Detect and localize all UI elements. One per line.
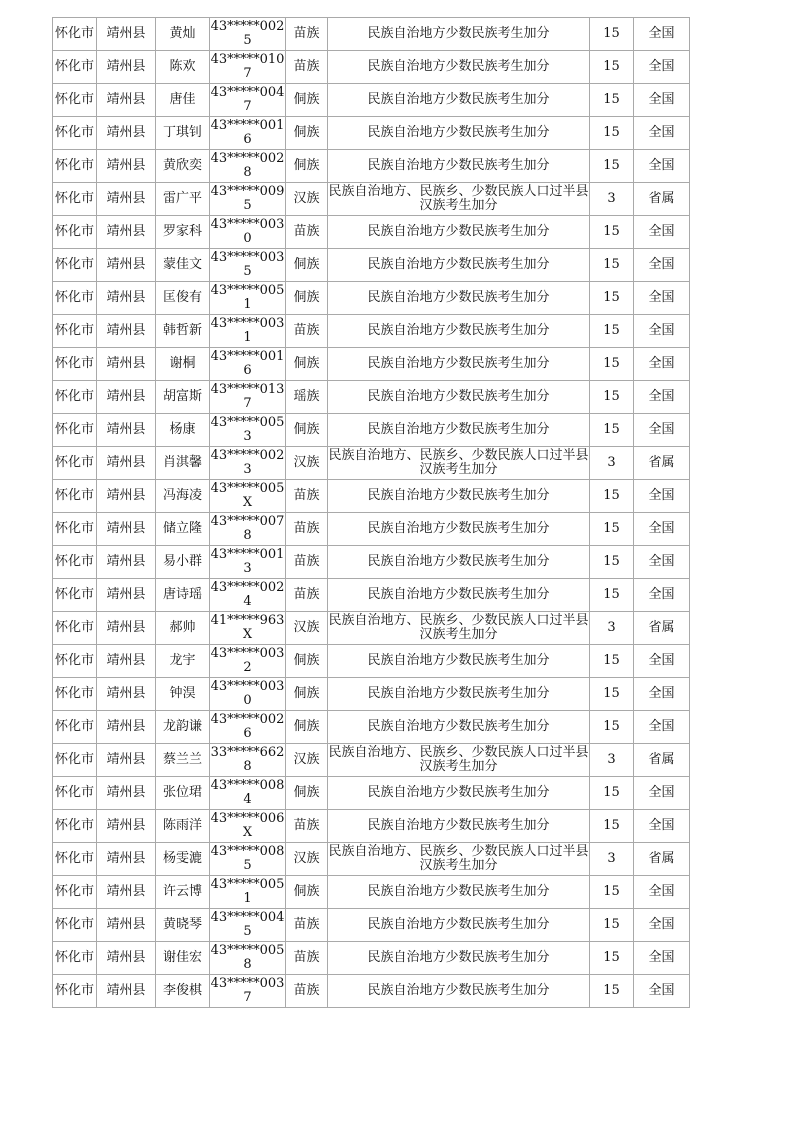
points-cell: 15 xyxy=(590,876,634,909)
ethnicity-cell: 侗族 xyxy=(286,876,328,909)
city-cell: 怀化市 xyxy=(53,645,97,678)
bonus-item-cell: 民族自治地方少数民族考生加分 xyxy=(328,381,590,414)
points-cell: 15 xyxy=(590,480,634,513)
county-cell: 靖州县 xyxy=(97,414,156,447)
county-cell: 靖州县 xyxy=(97,282,156,315)
bonus-item-cell: 民族自治地方少数民族考生加分 xyxy=(328,579,590,612)
name-cell: 陈欢 xyxy=(156,51,210,84)
ethnicity-cell: 侗族 xyxy=(286,249,328,282)
points-cell: 15 xyxy=(590,711,634,744)
bonus-item-cell: 民族自治地方少数民族考生加分 xyxy=(328,348,590,381)
city-cell: 怀化市 xyxy=(53,315,97,348)
points-cell: 15 xyxy=(590,414,634,447)
county-cell: 靖州县 xyxy=(97,150,156,183)
city-cell: 怀化市 xyxy=(53,513,97,546)
id-number-cell: 43*****0084 xyxy=(210,777,286,810)
ethnicity-cell: 侗族 xyxy=(286,117,328,150)
name-cell: 杨雯漉 xyxy=(156,843,210,876)
ethnicity-cell: 侗族 xyxy=(286,150,328,183)
id-number-cell: 43*****0023 xyxy=(210,447,286,480)
id-number-cell: 43*****0095 xyxy=(210,183,286,216)
name-cell: 杨康 xyxy=(156,414,210,447)
bonus-item-cell: 民族自治地方少数民族考生加分 xyxy=(328,18,590,51)
table-row xyxy=(53,810,690,843)
ethnicity-cell: 侗族 xyxy=(286,84,328,117)
points-cell: 15 xyxy=(590,84,634,117)
id-number-cell: 43*****0030 xyxy=(210,216,286,249)
id-number-cell: 43*****0026 xyxy=(210,711,286,744)
bonus-item-cell: 民族自治地方少数民族考生加分 xyxy=(328,513,590,546)
name-cell: 蔡兰兰 xyxy=(156,744,210,777)
scope-cell: 全国 xyxy=(634,414,690,447)
bonus-item-cell: 民族自治地方少数民族考生加分 xyxy=(328,117,590,150)
city-cell: 怀化市 xyxy=(53,480,97,513)
id-number-cell: 43*****0058 xyxy=(210,942,286,975)
points-cell: 15 xyxy=(590,546,634,579)
scope-cell: 全国 xyxy=(634,51,690,84)
county-cell: 靖州县 xyxy=(97,18,156,51)
table-row xyxy=(53,117,690,150)
scope-cell: 全国 xyxy=(634,678,690,711)
county-cell: 靖州县 xyxy=(97,810,156,843)
bonus-item-cell: 民族自治地方少数民族考生加分 xyxy=(328,216,590,249)
name-cell: 谢佳宏 xyxy=(156,942,210,975)
scope-cell: 全国 xyxy=(634,876,690,909)
id-number-cell: 43*****006X xyxy=(210,810,286,843)
table-row xyxy=(53,876,690,909)
city-cell: 怀化市 xyxy=(53,975,97,1008)
city-cell: 怀化市 xyxy=(53,216,97,249)
points-cell: 3 xyxy=(590,183,634,216)
id-number-cell: 43*****0051 xyxy=(210,876,286,909)
table-body xyxy=(53,18,690,1008)
scope-cell: 全国 xyxy=(634,84,690,117)
scope-cell: 全国 xyxy=(634,348,690,381)
city-cell: 怀化市 xyxy=(53,711,97,744)
city-cell: 怀化市 xyxy=(53,282,97,315)
scope-cell: 全国 xyxy=(634,381,690,414)
county-cell: 靖州县 xyxy=(97,975,156,1008)
county-cell: 靖州县 xyxy=(97,744,156,777)
points-cell: 15 xyxy=(590,942,634,975)
id-number-cell: 43*****0030 xyxy=(210,678,286,711)
ethnicity-cell: 侗族 xyxy=(286,777,328,810)
id-number-cell: 33*****6628 xyxy=(210,744,286,777)
ethnicity-cell: 苗族 xyxy=(286,216,328,249)
table-row xyxy=(53,579,690,612)
table-row xyxy=(53,216,690,249)
name-cell: 蒙佳文 xyxy=(156,249,210,282)
table-row xyxy=(53,84,690,117)
name-cell: 胡富斯 xyxy=(156,381,210,414)
ethnicity-cell: 侗族 xyxy=(286,348,328,381)
points-cell: 15 xyxy=(590,282,634,315)
county-cell: 靖州县 xyxy=(97,513,156,546)
scope-cell: 全国 xyxy=(634,645,690,678)
city-cell: 怀化市 xyxy=(53,183,97,216)
ethnicity-cell: 苗族 xyxy=(286,810,328,843)
bonus-item-cell: 民族自治地方少数民族考生加分 xyxy=(328,810,590,843)
county-cell: 靖州县 xyxy=(97,84,156,117)
id-number-cell: 43*****0024 xyxy=(210,579,286,612)
bonus-item-cell: 民族自治地方少数民族考生加分 xyxy=(328,546,590,579)
table-row xyxy=(53,612,690,645)
name-cell: 储立隆 xyxy=(156,513,210,546)
ethnicity-cell: 苗族 xyxy=(286,546,328,579)
county-cell: 靖州县 xyxy=(97,645,156,678)
id-number-cell: 43*****0047 xyxy=(210,84,286,117)
name-cell: 黄晓琴 xyxy=(156,909,210,942)
id-number-cell: 43*****0053 xyxy=(210,414,286,447)
points-cell: 15 xyxy=(590,315,634,348)
city-cell: 怀化市 xyxy=(53,678,97,711)
points-cell: 15 xyxy=(590,150,634,183)
name-cell: 匡俊有 xyxy=(156,282,210,315)
name-cell: 钟淏 xyxy=(156,678,210,711)
county-cell: 靖州县 xyxy=(97,315,156,348)
scope-cell: 省属 xyxy=(634,744,690,777)
table-row xyxy=(53,909,690,942)
table-row xyxy=(53,414,690,447)
points-cell: 3 xyxy=(590,744,634,777)
table-row xyxy=(53,777,690,810)
id-number-cell: 43*****0078 xyxy=(210,513,286,546)
table-row xyxy=(53,744,690,777)
city-cell: 怀化市 xyxy=(53,942,97,975)
county-cell: 靖州县 xyxy=(97,612,156,645)
name-cell: 罗家科 xyxy=(156,216,210,249)
ethnicity-cell: 瑶族 xyxy=(286,381,328,414)
scope-cell: 全国 xyxy=(634,150,690,183)
points-cell: 15 xyxy=(590,348,634,381)
table-row xyxy=(53,513,690,546)
scope-cell: 全国 xyxy=(634,810,690,843)
ethnicity-cell: 苗族 xyxy=(286,513,328,546)
scope-cell: 全国 xyxy=(634,579,690,612)
name-cell: 肖淇馨 xyxy=(156,447,210,480)
county-cell: 靖州县 xyxy=(97,381,156,414)
ethnicity-cell: 侗族 xyxy=(286,282,328,315)
id-number-cell: 43*****005X xyxy=(210,480,286,513)
scope-cell: 省属 xyxy=(634,447,690,480)
id-number-cell: 43*****0085 xyxy=(210,843,286,876)
name-cell: 唐佳 xyxy=(156,84,210,117)
table-row xyxy=(53,678,690,711)
ethnicity-cell: 苗族 xyxy=(286,942,328,975)
name-cell: 郝帅 xyxy=(156,612,210,645)
table-row xyxy=(53,249,690,282)
county-cell: 靖州县 xyxy=(97,249,156,282)
points-cell: 3 xyxy=(590,612,634,645)
city-cell: 怀化市 xyxy=(53,249,97,282)
bonus-item-cell: 民族自治地方少数民族考生加分 xyxy=(328,975,590,1008)
name-cell: 谢桐 xyxy=(156,348,210,381)
name-cell: 黄欣奕 xyxy=(156,150,210,183)
name-cell: 丁琪钊 xyxy=(156,117,210,150)
county-cell: 靖州县 xyxy=(97,480,156,513)
city-cell: 怀化市 xyxy=(53,843,97,876)
bonus-item-cell: 民族自治地方少数民族考生加分 xyxy=(328,51,590,84)
bonus-item-cell: 民族自治地方少数民族考生加分 xyxy=(328,414,590,447)
scope-cell: 全国 xyxy=(634,117,690,150)
points-cell: 15 xyxy=(590,645,634,678)
city-cell: 怀化市 xyxy=(53,744,97,777)
bonus-item-cell: 民族自治地方少数民族考生加分 xyxy=(328,645,590,678)
points-cell: 15 xyxy=(590,249,634,282)
county-cell: 靖州县 xyxy=(97,216,156,249)
ethnicity-cell: 汉族 xyxy=(286,447,328,480)
ethnicity-cell: 苗族 xyxy=(286,480,328,513)
county-cell: 靖州县 xyxy=(97,348,156,381)
bonus-points-table xyxy=(52,17,690,1008)
county-cell: 靖州县 xyxy=(97,117,156,150)
bonus-item-cell: 民族自治地方少数民族考生加分 xyxy=(328,678,590,711)
scope-cell: 全国 xyxy=(634,315,690,348)
ethnicity-cell: 侗族 xyxy=(286,678,328,711)
scope-cell: 全国 xyxy=(634,282,690,315)
scope-cell: 全国 xyxy=(634,513,690,546)
county-cell: 靖州县 xyxy=(97,942,156,975)
id-number-cell: 43*****0025 xyxy=(210,18,286,51)
scope-cell: 全国 xyxy=(634,975,690,1008)
city-cell: 怀化市 xyxy=(53,447,97,480)
id-number-cell: 43*****0037 xyxy=(210,975,286,1008)
table-row xyxy=(53,645,690,678)
bonus-item-cell: 民族自治地方、民族乡、少数民族人口过半县汉族考生加分 xyxy=(328,447,590,480)
city-cell: 怀化市 xyxy=(53,909,97,942)
scope-cell: 全国 xyxy=(634,777,690,810)
points-cell: 15 xyxy=(590,579,634,612)
table-row xyxy=(53,447,690,480)
bonus-item-cell: 民族自治地方、民族乡、少数民族人口过半县汉族考生加分 xyxy=(328,843,590,876)
name-cell: 韩哲新 xyxy=(156,315,210,348)
id-number-cell: 43*****0051 xyxy=(210,282,286,315)
county-cell: 靖州县 xyxy=(97,711,156,744)
scope-cell: 全国 xyxy=(634,480,690,513)
name-cell: 龙韵谦 xyxy=(156,711,210,744)
name-cell: 冯海凌 xyxy=(156,480,210,513)
county-cell: 靖州县 xyxy=(97,579,156,612)
city-cell: 怀化市 xyxy=(53,414,97,447)
name-cell: 易小群 xyxy=(156,546,210,579)
points-cell: 15 xyxy=(590,909,634,942)
id-number-cell: 43*****0031 xyxy=(210,315,286,348)
county-cell: 靖州县 xyxy=(97,447,156,480)
scope-cell: 全国 xyxy=(634,18,690,51)
city-cell: 怀化市 xyxy=(53,876,97,909)
city-cell: 怀化市 xyxy=(53,777,97,810)
table-row xyxy=(53,942,690,975)
city-cell: 怀化市 xyxy=(53,348,97,381)
ethnicity-cell: 苗族 xyxy=(286,51,328,84)
city-cell: 怀化市 xyxy=(53,18,97,51)
ethnicity-cell: 侗族 xyxy=(286,414,328,447)
scope-cell: 全国 xyxy=(634,711,690,744)
bonus-item-cell: 民族自治地方少数民族考生加分 xyxy=(328,84,590,117)
bonus-item-cell: 民族自治地方少数民族考生加分 xyxy=(328,480,590,513)
city-cell: 怀化市 xyxy=(53,117,97,150)
scope-cell: 省属 xyxy=(634,183,690,216)
scope-cell: 省属 xyxy=(634,843,690,876)
city-cell: 怀化市 xyxy=(53,579,97,612)
id-number-cell: 41*****963X xyxy=(210,612,286,645)
id-number-cell: 43*****0035 xyxy=(210,249,286,282)
scope-cell: 全国 xyxy=(634,216,690,249)
table-row xyxy=(53,711,690,744)
city-cell: 怀化市 xyxy=(53,150,97,183)
ethnicity-cell: 苗族 xyxy=(286,579,328,612)
table-row xyxy=(53,315,690,348)
table-row xyxy=(53,282,690,315)
bonus-item-cell: 民族自治地方、民族乡、少数民族人口过半县汉族考生加分 xyxy=(328,744,590,777)
county-cell: 靖州县 xyxy=(97,678,156,711)
name-cell: 黄灿 xyxy=(156,18,210,51)
scope-cell: 省属 xyxy=(634,612,690,645)
points-cell: 15 xyxy=(590,381,634,414)
county-cell: 靖州县 xyxy=(97,546,156,579)
ethnicity-cell: 苗族 xyxy=(286,18,328,51)
ethnicity-cell: 侗族 xyxy=(286,711,328,744)
name-cell: 张位珺 xyxy=(156,777,210,810)
bonus-item-cell: 民族自治地方少数民族考生加分 xyxy=(328,909,590,942)
county-cell: 靖州县 xyxy=(97,876,156,909)
city-cell: 怀化市 xyxy=(53,51,97,84)
bonus-item-cell: 民族自治地方、民族乡、少数民族人口过半县汉族考生加分 xyxy=(328,183,590,216)
ethnicity-cell: 侗族 xyxy=(286,645,328,678)
name-cell: 李俊棋 xyxy=(156,975,210,1008)
scope-cell: 全国 xyxy=(634,942,690,975)
table-row xyxy=(53,18,690,51)
county-cell: 靖州县 xyxy=(97,51,156,84)
name-cell: 唐诗瑶 xyxy=(156,579,210,612)
county-cell: 靖州县 xyxy=(97,843,156,876)
scope-cell: 全国 xyxy=(634,546,690,579)
table-row xyxy=(53,546,690,579)
name-cell: 雷广平 xyxy=(156,183,210,216)
points-cell: 3 xyxy=(590,843,634,876)
bonus-item-cell: 民族自治地方少数民族考生加分 xyxy=(328,711,590,744)
id-number-cell: 43*****0137 xyxy=(210,381,286,414)
table-row xyxy=(53,348,690,381)
bonus-item-cell: 民族自治地方少数民族考生加分 xyxy=(328,150,590,183)
bonus-item-cell: 民族自治地方、民族乡、少数民族人口过半县汉族考生加分 xyxy=(328,612,590,645)
ethnicity-cell: 苗族 xyxy=(286,975,328,1008)
scope-cell: 全国 xyxy=(634,909,690,942)
ethnicity-cell: 苗族 xyxy=(286,315,328,348)
county-cell: 靖州县 xyxy=(97,183,156,216)
table-row xyxy=(53,480,690,513)
table-row xyxy=(53,183,690,216)
table-row xyxy=(53,51,690,84)
bonus-item-cell: 民族自治地方少数民族考生加分 xyxy=(328,777,590,810)
county-cell: 靖州县 xyxy=(97,909,156,942)
table-row xyxy=(53,150,690,183)
county-cell: 靖州县 xyxy=(97,777,156,810)
table-row xyxy=(53,975,690,1008)
name-cell: 龙宇 xyxy=(156,645,210,678)
id-number-cell: 43*****0016 xyxy=(210,117,286,150)
name-cell: 陈雨洋 xyxy=(156,810,210,843)
city-cell: 怀化市 xyxy=(53,546,97,579)
points-cell: 15 xyxy=(590,777,634,810)
table-row xyxy=(53,843,690,876)
bonus-item-cell: 民族自治地方少数民族考生加分 xyxy=(328,876,590,909)
id-number-cell: 43*****0032 xyxy=(210,645,286,678)
id-number-cell: 43*****0045 xyxy=(210,909,286,942)
city-cell: 怀化市 xyxy=(53,810,97,843)
id-number-cell: 43*****0107 xyxy=(210,51,286,84)
bonus-item-cell: 民族自治地方少数民族考生加分 xyxy=(328,315,590,348)
ethnicity-cell: 苗族 xyxy=(286,909,328,942)
ethnicity-cell: 汉族 xyxy=(286,843,328,876)
points-cell: 15 xyxy=(590,678,634,711)
bonus-item-cell: 民族自治地方少数民族考生加分 xyxy=(328,282,590,315)
id-number-cell: 43*****0016 xyxy=(210,348,286,381)
table-row xyxy=(53,381,690,414)
city-cell: 怀化市 xyxy=(53,381,97,414)
ethnicity-cell: 汉族 xyxy=(286,612,328,645)
id-number-cell: 43*****0013 xyxy=(210,546,286,579)
points-cell: 15 xyxy=(590,975,634,1008)
id-number-cell: 43*****0028 xyxy=(210,150,286,183)
bonus-item-cell: 民族自治地方少数民族考生加分 xyxy=(328,249,590,282)
city-cell: 怀化市 xyxy=(53,612,97,645)
points-cell: 15 xyxy=(590,18,634,51)
points-cell: 15 xyxy=(590,216,634,249)
points-cell: 15 xyxy=(590,117,634,150)
bonus-item-cell: 民族自治地方少数民族考生加分 xyxy=(328,942,590,975)
points-cell: 15 xyxy=(590,810,634,843)
scope-cell: 全国 xyxy=(634,249,690,282)
ethnicity-cell: 汉族 xyxy=(286,183,328,216)
ethnicity-cell: 汉族 xyxy=(286,744,328,777)
points-cell: 3 xyxy=(590,447,634,480)
city-cell: 怀化市 xyxy=(53,84,97,117)
name-cell: 许云博 xyxy=(156,876,210,909)
points-cell: 15 xyxy=(590,513,634,546)
points-cell: 15 xyxy=(590,51,634,84)
